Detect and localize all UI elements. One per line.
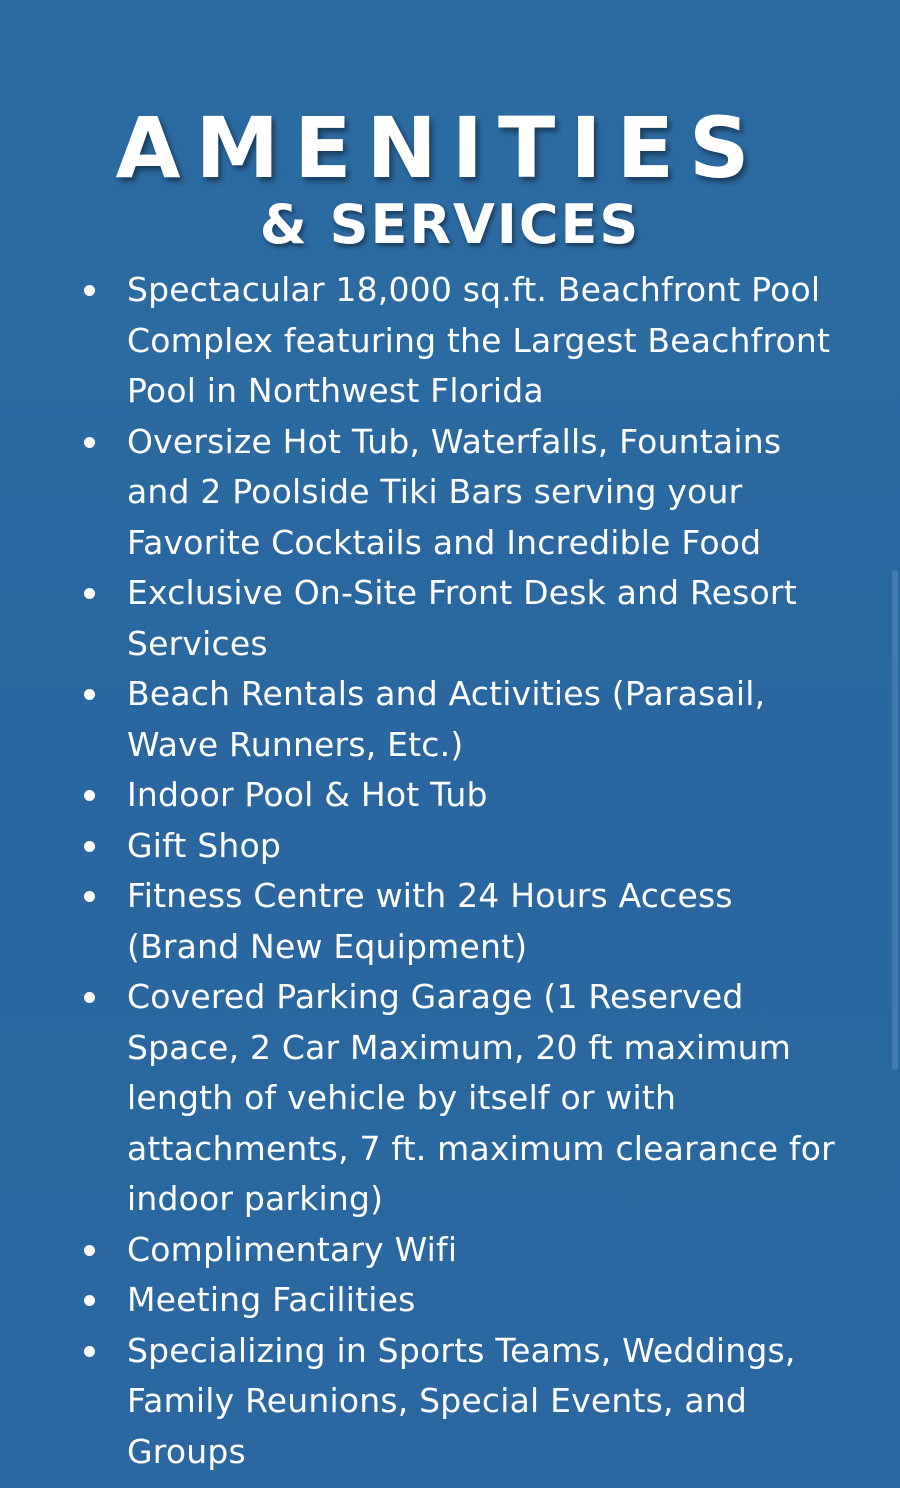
bullet-icon	[84, 841, 95, 852]
list-item-text: Indoor Pool & Hot Tub	[127, 775, 488, 814]
list-item	[0, 1326, 860, 1478]
bullet-icon	[84, 1245, 95, 1256]
bullet-icon	[84, 1295, 95, 1306]
bullet-icon	[84, 689, 95, 700]
list-item-text: Gift Shop	[127, 825, 282, 865]
scrollbar[interactable]	[892, 570, 898, 1070]
list-item	[0, 1275, 860, 1326]
list-item	[0, 770, 860, 821]
bullet-icon	[84, 992, 95, 1003]
list-item-text: Covered Parking Garage (1 Reserved Space, 2 Car Maximum, 20 ft maximum length of vehicle by itself or with attachments, 7 ft. maximum clearance for indoor parking)	[127, 977, 835, 1218]
list-item	[0, 972, 860, 1225]
list-item	[0, 265, 860, 417]
list-item	[0, 669, 860, 770]
bullet-icon	[84, 790, 95, 801]
list-item-text: Complimentary Wifi	[127, 1229, 458, 1269]
list-item	[0, 1225, 860, 1276]
list-item-text: Exclusive On-Site Front Desk and Resort Services	[127, 573, 797, 663]
bullet-icon	[84, 437, 95, 448]
list-item	[0, 568, 860, 669]
list-item-text: Beach Rentals and Activities (Parasail, Wave Runners, Etc.)	[127, 674, 766, 764]
list-item	[0, 871, 860, 972]
list-item-text: Meeting Facilities	[127, 1280, 416, 1319]
bullet-icon	[84, 891, 95, 902]
list-item-text: Spectacular 18,000 sq.ft. Beachfront Pool Complex featuring the Largest Beachfront Pool in Northwest Florida	[127, 270, 831, 410]
bullet-icon	[84, 285, 95, 296]
list-item-text: Specializing in Sports Teams, Weddings, Family Reunions, Special Events, and Groups	[127, 1330, 796, 1471]
list-item	[0, 417, 860, 569]
list-item-text: Fitness Centre with 24 Hours Access (Brand New Equipment)	[127, 876, 733, 966]
page-title: AMENITIES	[115, 99, 765, 198]
list-item	[0, 821, 860, 872]
bullet-icon	[84, 588, 95, 599]
bullet-icon	[84, 1346, 95, 1357]
page-subtitle: & SERVICES	[259, 192, 641, 256]
list-item-text: Oversize Hot Tub, Waterfalls, Fountains and 2 Poolside Tiki Bars serving your Favorite Cocktails and Incredible Food	[127, 421, 782, 562]
amenities-list	[0, 265, 860, 1477]
